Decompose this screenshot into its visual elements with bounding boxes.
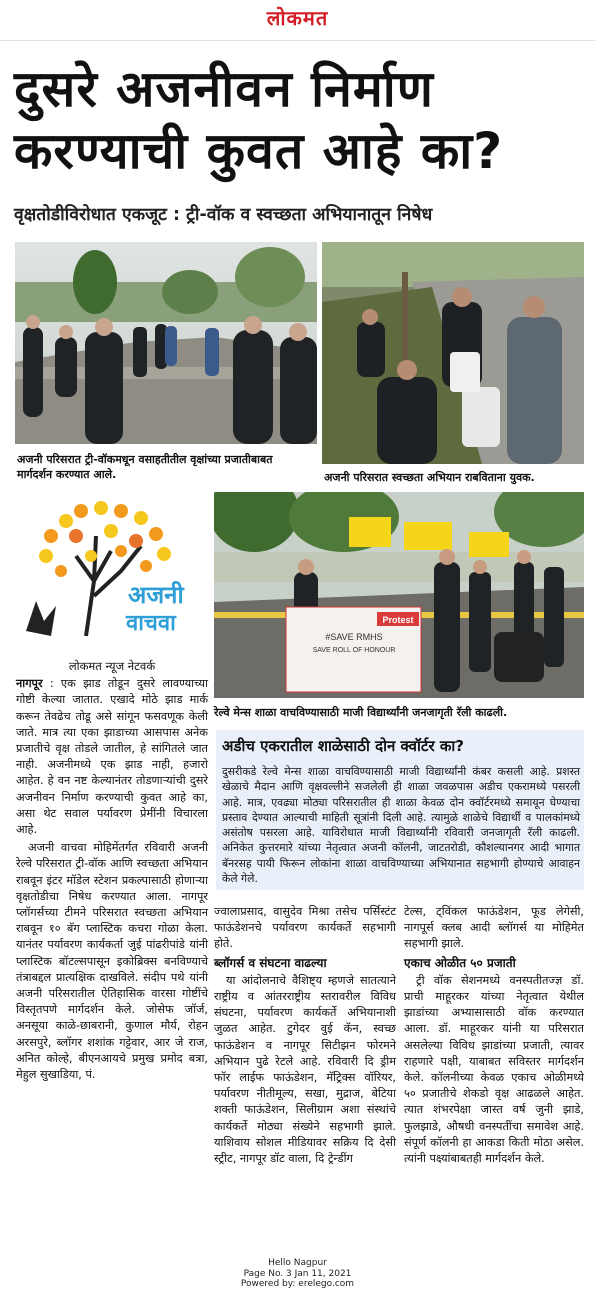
photo-rally xyxy=(214,492,584,698)
logo-text-ajani: अजनी xyxy=(128,581,184,609)
sidebar-box-title: अडीच एकरातील शाळेसाठी दोन क्वॉर्टर का? xyxy=(222,737,464,755)
headline-line-1: दुसरे अजनीवन निर्माण xyxy=(14,60,434,118)
article-para-2: अजनी वाचवा मोहिमेंतर्गत रविवारी अजनी रेल्वे परिसरात ट्री-वॉक आणि स्वच्छता अभियान राबवून इंटर मॉडेल स्टेशन प्रकल्पासाठी होणाऱ्या वृक्षतोडीचा निषेध करण्यात आला. नागपूर प्लॉगर्सच्या टीमने परिसरात स्वच्छता अभियान राबवून १० बॅग प्लास्टिक कचरा गोळा केला. यानंतर पर्यावरण कार्यकर्ता जुई पांढरीपांडे यांनी प्लास्टिक बॉटल्सपासून इकोब्रिक्स बनविण्याचे तंत्राबद्दल प्रात्यक्षिक दाखविले. संदीप पथे यांनी अजनी परिसरातील ऐतिहासिक वारसा गोष्टींचे विस्तृतपणे मार्गदर्शन केले. जोसेफ जॉर्ज, अनसूया काळे-छाबरानी, कुणाल मौर्य, रोहन अरसपुरे, ब्लॉगर शशांक गट्टेवार, आर जे राज, अनित कोल्हे, बीएनआयचे प्रमुख प्रमोद बत्रा, मेहुल सुखाडिया, पं. xyxy=(16,841,208,1082)
tree-walk-image xyxy=(15,242,317,444)
ajani-vachva-logo xyxy=(16,496,210,646)
article-headline xyxy=(14,58,584,182)
caption-cleanliness-drive: अजनी परिसरात स्वच्छता अभियान राबविताना युवक. xyxy=(324,471,535,484)
banner-protest-text: Protest xyxy=(382,615,414,625)
article-byline: लोकमत न्यूज नेटवर्क xyxy=(68,659,156,673)
page-footer xyxy=(0,1258,595,1290)
masthead xyxy=(0,0,595,41)
photo-cleanliness-drive xyxy=(322,242,584,464)
caption-tree-walk: अजनी परिसरात ट्री-वॉकमधून वसाहतीतील वृक्षांच्या प्रजातीबाबत मार्गदर्शन करण्यात आले. xyxy=(17,453,273,481)
tree-logo-icon xyxy=(16,496,210,646)
article-intro: : एक झाड तोडून दुसरे लावण्याच्या गोष्टी केल्या जातात. एखादे मोठे झाड मार्क करून तेवढेच तोडू असे सांगून फसवणूक केली जाते. मात्र त्या एका झाडाच्या आसपास अनेक प्रजातीचे वृक्ष तोडले जातील, हे सांगितले जात नाही. अजनीमध्ये एक झाड नाही, हजारो आहेत. हे वन नष्ट केल्यानंतर तोडणाऱ्यांची दुसरे अजनीवन निर्माण करण्याची कुवत आहे का, असा थेट सवाल पर्यावरण प्रेमींनी विचारला आहे. xyxy=(16,677,208,837)
article-dateline: नागपूर xyxy=(16,677,43,691)
article-para-3: ज्वालाप्रसाद, वासुदेव मिश्रा तसेच पर्सिस्टंट फाऊंडेशनचे पर्यावरण कार्यकर्ते सहभागी होते. xyxy=(214,905,396,951)
article-col3-top: टेल्स, ट्विंकल फाऊंडेशन, फूड लेगेसी, नागपूर्स क्लब आदी ब्लॉगर्स या मोहिमेत सहभागी झाले. xyxy=(404,905,584,951)
footer-powered-by: Powered by: erelego.com xyxy=(240,1279,355,1289)
headline-line-2: करण्याची कुवत आहे का? xyxy=(14,122,504,180)
sidebar-box-body: दुसरीकडे रेल्वे मेन्स शाळा वाचविण्यासाठी माजी विद्यार्थ्यांनी कंबर कसली आहे. प्रशस्त खेळाचे मैदान आणि वृक्षवल्लीने सजलेली ही शाळा जवळपास अडीच एकरामध्ये पसरली आहे. मात्र, एवढ्या मोठ्या परिसरातील ही शाळा केवळ दोन क्वॉर्टरमध्ये समायून घेण्याचा प्रस्ताव देण्यात आल्याची माहिती सूत्रांनी दिली आहे. त्यामुळे शाळेचे विद्यार्थी व पालकांमध्ये असंतोष पसरला आहे. याविरोधात माजी विद्यार्थ्यांनी रविवारी जनजागृती रॅली काढली. अनिकेत कुत्तरमारे यांच्या नेतृत्वात अजनी कॉलनी, जाटतरोडी, कौशल्यानगर आदी भागात बॅनरसह पायी फिरून लोकांना शाळा वाचविण्याच्या अभियानात सहभागी होण्याचे आवाहन केले गेले. xyxy=(222,765,580,886)
article-subheadline: वृक्षतोडीविरोधात एकजूट : ट्री-वॉक व स्वच्छता अभियानातून निषेध xyxy=(14,205,433,225)
photo-tree-walk xyxy=(15,242,317,444)
article-column-3 xyxy=(404,904,584,1169)
article-column-1 xyxy=(16,658,208,1085)
rally-image xyxy=(214,492,584,698)
section-body-species: ट्री वॉक सेशनमध्ये वनस्पतीतज्ज्ञ डॉ. प्राची माहूरकर यांच्या नेतृत्वात येथील झाडांच्या अभ्यासासाठी वॉक करण्यात आला. डॉ. माहूरकर यांनी या परिसरात असलेल्या विविध झाडांच्या प्रजाती, त्यावर राहणारे पक्षी, याबाबत सविस्तर मार्गदर्शन केले. कॉलनीच्या केवळ एकाच ओळीमध्ये ५० प्रजातीचे शेकडो वृक्ष आढळले आहेत. त्यात शंभरपेक्षा जास्त वर्ष जुनी झाडे, फुलझाडे, औषधी वनस्पतींचा समावेश आहे. संपूर्ण कॉलनी हा आकडा किती मोठा असेल. त्यांनी पक्ष्यांबाबतही मार्गदर्शन केले. xyxy=(404,973,584,1166)
logo-text-vachva: वाचवा xyxy=(126,611,176,636)
caption-rally: रेल्वे मेन्स शाळा वाचविण्यासाठी माजी विद्यार्थ्यांनी जनजागृती रॅली काढली. xyxy=(214,706,508,719)
banner-line-text: SAVE ROLL OF HONOUR xyxy=(312,647,396,654)
section-title-species: एकाच ओळीत ५० प्रजाती xyxy=(404,955,516,970)
footer-page-date: Page No. 3 Jan 11, 2021 xyxy=(243,1268,352,1279)
newspaper-logo: लोकमत xyxy=(266,6,329,30)
section-title-bloggers: ब्लॉगर्स व संघटना वाढल्या xyxy=(214,955,327,970)
cleanliness-drive-image xyxy=(322,242,584,464)
footer-edition: Hello Nagpur xyxy=(268,1258,327,1268)
section-body-bloggers: या आंदोलनाचे वैशिष्ट्य म्हणजे सातत्याने राष्ट्रीय व आंतरराष्ट्रीय स्तरावरील विविध संघटना, पर्यावरण कार्यकर्ते अभियानाशी जुळत आहेत. टुगेदर वुई कॅन, स्वच्छ फाऊंडेशन व नागपूर सिटीझन फोरमने अभियान पुढे रेटले आहे. रविवारी दि ड्रीम फॉर लाईफ फाऊंडेशन, मॅट्रिक्स वॉरियर, पर्यावरण नीतीमूल्य, सखा, मुद्राज, बेटिया शक्ती फाऊंडेशन, सिलीग्राम अशा संस्थांचे कार्यकर्ते मोठ्या संख्येने सहभागी झाले. याशिवाय सोशल मीडियावर सक्रिय दि देसी स्ट्रीट, नागपूर डॉट वाला, दि ट्रेन्डींग xyxy=(214,973,396,1166)
banner-hashtag-text: #SAVE RMHS xyxy=(325,632,383,642)
article-column-2 xyxy=(214,904,396,1169)
